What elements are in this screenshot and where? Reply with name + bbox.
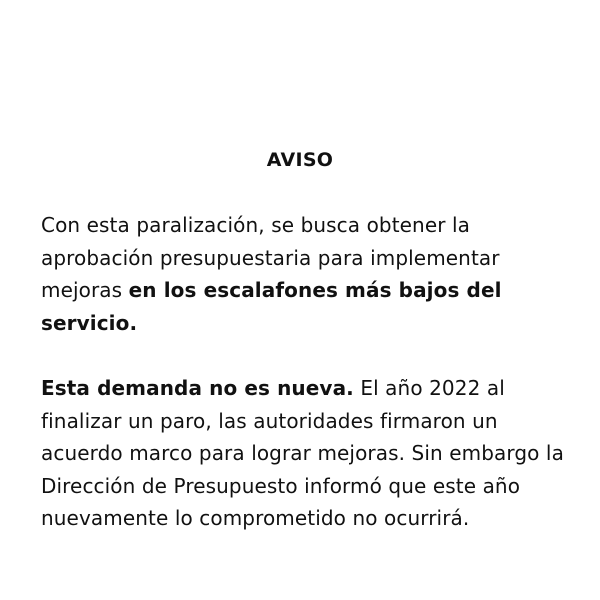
paragraph-1-text: Con esta paralización, se busca obtener la aprobación presupuestaria para implementar mejoras bbox=[41, 213, 500, 302]
paragraph-2 bbox=[41, 372, 571, 535]
paragraph-2-bold: Esta demanda no es nueva. bbox=[41, 376, 354, 400]
paragraph-2-text: El año 2022 al finalizar un paro, las autoridades firmaron un acuerdo marco para lograr mejoras. Sin embargo la Dirección de Presupuesto informó que este año nuevamente lo comprometido no ocurrirá. bbox=[41, 376, 564, 530]
notice-title: AVISO bbox=[266, 149, 334, 171]
paragraph-1 bbox=[41, 209, 571, 339]
paragraph-1-bold: en los escalafones más bajos del servicio. bbox=[41, 278, 502, 335]
